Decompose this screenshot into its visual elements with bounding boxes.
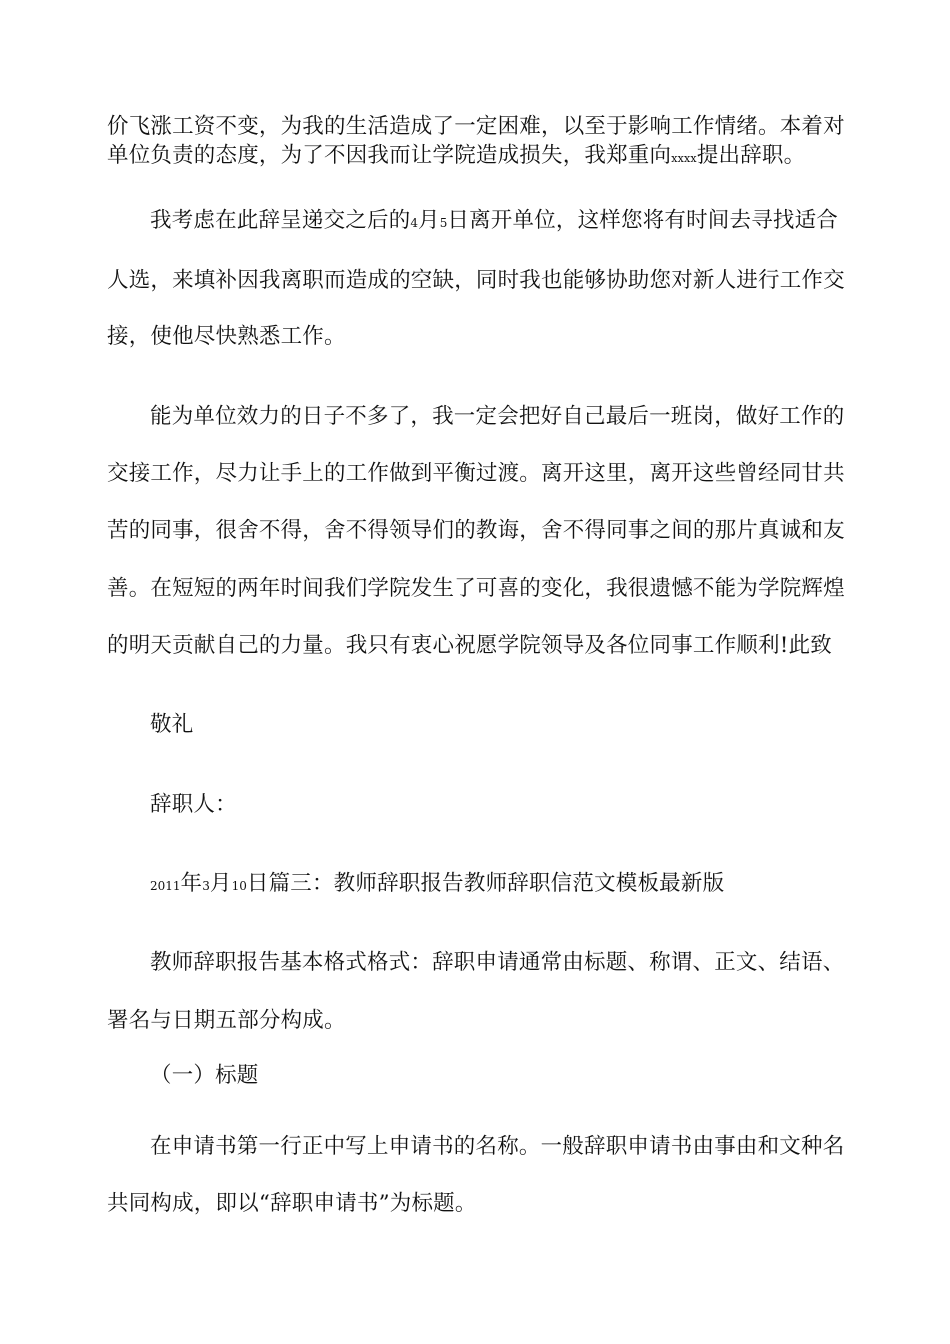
subheading-title bbox=[150, 1062, 259, 1090]
text-run-number: 2011 bbox=[150, 879, 181, 893]
text-run-number: 5 bbox=[439, 216, 448, 230]
text-run: 善。在短短的两年时间我们学院发生了可喜的变化，我很遗憾不能为学院辉煌 bbox=[107, 576, 845, 601]
paragraph-9-line-2 bbox=[107, 1190, 477, 1218]
text-run: 的明天贡献自己的力量。我只有衷心祝愿学院领导及各位同事工作顺利!此致 bbox=[107, 633, 832, 658]
text-run: 敬礼 bbox=[150, 712, 194, 737]
text-run: 日篇三：教师辞职报告教师辞职信范文模板最新版 bbox=[246, 871, 725, 896]
text-run: 价飞涨工资不变，为我的生活造成了一定困难，以至于影响工作情绪。本着对 bbox=[107, 114, 845, 139]
text-run: 日离开单位，这样您将有时间去寻找适合 bbox=[447, 208, 838, 233]
text-run-number: 4 bbox=[410, 216, 419, 230]
text-run: 我考虑在此辞呈递交之后的 bbox=[150, 208, 411, 233]
text-run: 能为单位效力的日子不多了，我一定会把好自己最后一班岗，做好工作的 bbox=[150, 404, 845, 429]
paragraph-1-line-2 bbox=[107, 142, 805, 173]
text-run: 共同构成，即以“辞职申请书”为标题。 bbox=[107, 1191, 477, 1216]
text-run: 教师辞职报告基本格式格式：辞职申请通常由标题、称谓、正文、结语、 bbox=[150, 950, 845, 975]
text-run: 交接工作，尽力让手上的工作做到平衡过渡。离开这里，离开这些曾经同甘共 bbox=[107, 461, 845, 486]
text-run-number: 10 bbox=[231, 879, 247, 893]
paragraph-3-line-3 bbox=[107, 517, 845, 545]
text-run: 辞职人： bbox=[150, 792, 237, 817]
date-and-section-heading bbox=[150, 870, 724, 900]
text-run: 月 bbox=[418, 208, 440, 233]
text-run: （一）标题 bbox=[150, 1063, 259, 1088]
text-run: 在申请书第一行正中写上申请书的名称。一般辞职申请书由事由和文种名 bbox=[150, 1134, 845, 1159]
paragraph-1-line-1 bbox=[107, 113, 845, 141]
paragraph-2-line-1 bbox=[150, 207, 838, 237]
paragraph-7-line-2 bbox=[107, 1007, 346, 1035]
paragraph-9-line-1 bbox=[150, 1133, 844, 1161]
paragraph-2-line-2 bbox=[107, 267, 845, 295]
text-run-placeholder: xxxx bbox=[671, 152, 697, 165]
paragraph-3-line-4 bbox=[107, 575, 845, 603]
paragraph-3-line-5 bbox=[107, 632, 832, 660]
text-run: 接，使他尽快熟悉工作。 bbox=[107, 324, 346, 349]
text-run-number: 3 bbox=[202, 879, 210, 893]
text-run: 提出辞职。 bbox=[696, 143, 806, 168]
closing-salutation bbox=[150, 711, 193, 739]
paragraph-3-line-1 bbox=[150, 403, 844, 431]
text-run: 年 bbox=[180, 871, 203, 896]
paragraph-7-line-1 bbox=[150, 949, 844, 977]
paragraph-2-line-3 bbox=[107, 323, 346, 351]
text-run: 署名与日期五部分构成。 bbox=[107, 1008, 346, 1033]
text-run: 月 bbox=[209, 871, 232, 896]
paragraph-3-line-2 bbox=[107, 460, 845, 488]
signature-label bbox=[150, 791, 237, 819]
text-run: 单位负责的态度，为了不因我而让学院造成损失，我郑重向 bbox=[107, 143, 672, 168]
text-run: 苦的同事，很舍不得，舍不得领导们的教诲，舍不得同事之间的那片真诚和友 bbox=[107, 518, 845, 543]
text-run: 人选，来填补因我离职而造成的空缺，同时我也能够协助您对新人进行工作交 bbox=[107, 268, 845, 293]
